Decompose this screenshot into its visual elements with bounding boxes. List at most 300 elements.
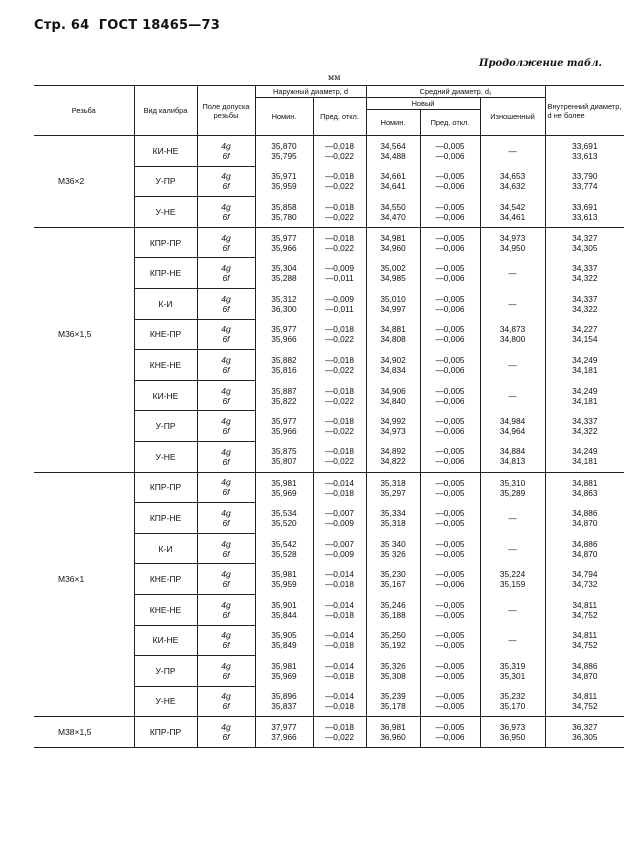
tolerance-cell-line: 4g (221, 232, 231, 243)
mid-deviation-cell (420, 686, 480, 717)
outer-nominal-cell (255, 717, 313, 748)
outer-deviation-cell-line: —0,018 (324, 446, 355, 457)
tolerance-cell-line: 6f (222, 303, 230, 314)
mid-nominal-cell-line: 34,902 (380, 354, 406, 365)
outer-deviation-cell-line: —0,007 (324, 538, 355, 549)
inner-diameter-cell-line: 34,181 (572, 395, 598, 406)
table-row (34, 441, 624, 472)
mid-nominal-cell-line: 34,973 (380, 426, 406, 437)
tolerance-cell-line: 6f (222, 640, 230, 651)
mid-deviation-cell-line: —0,006 (435, 395, 465, 406)
mid-deviation-cell-line: —0,006 (435, 456, 465, 467)
tolerance-cell-line: 4g (221, 385, 231, 396)
col-mid-nominal: Номин. (366, 110, 420, 136)
outer-nominal-cell-line: 35,981 (271, 569, 297, 580)
outer-deviation-cell-line: —0,018 (324, 141, 355, 152)
continuation-note: Продолжение табл. (479, 58, 602, 69)
mid-nominal-cell (366, 288, 420, 319)
outer-nominal-cell-line: 35,966 (271, 242, 297, 253)
gauge-type-cell: К-И (134, 533, 197, 564)
outer-nominal-cell-line: 35,882 (271, 354, 297, 365)
tolerance-cell-line: 4g (221, 263, 231, 274)
mid-nominal-cell-line: 34,985 (380, 273, 406, 284)
inner-diameter-cell-line: 36,327 (572, 722, 598, 733)
inner-diameter-cell-line: 34,870 (572, 517, 598, 528)
inner-diameter-cell (545, 136, 624, 167)
outer-deviation-cell-line: —0,018 (324, 232, 355, 243)
mid-deviation-cell (420, 166, 480, 197)
worn-cell (480, 533, 545, 564)
mid-deviation-cell-line: —0,005 (435, 141, 465, 152)
inner-diameter-cell-line: 34,249 (572, 354, 598, 365)
gauge-type-cell: КНЕ-НЕ (134, 594, 197, 625)
outer-nominal-cell-line: 35,896 (271, 691, 297, 702)
units-label: мм (328, 73, 341, 82)
worn-cell-line: — (508, 604, 517, 615)
inner-diameter-cell (545, 503, 624, 534)
outer-nominal-cell-line: 35,977 (271, 416, 297, 427)
mid-nominal-cell-line: 34,470 (380, 211, 406, 222)
inner-diameter-cell-line: 33,790 (572, 171, 598, 182)
outer-nominal-cell-line: 35,542 (271, 538, 297, 549)
mid-deviation-cell-line: —0,006 (435, 242, 465, 253)
inner-diameter-cell-line: 36,305 (572, 732, 598, 743)
inner-diameter-cell-line: 33,691 (572, 201, 598, 212)
tolerance-cell-line: 4g (221, 324, 231, 335)
worn-cell-line: 34,950 (499, 242, 526, 253)
outer-deviation-cell (313, 594, 366, 625)
tolerance-cell (197, 656, 255, 687)
table-body (34, 136, 624, 748)
inner-diameter-cell-line: 34,752 (572, 640, 598, 651)
mid-nominal-cell-line: 34,488 (380, 151, 406, 162)
outer-nominal-cell-line: 35,969 (271, 670, 297, 681)
mid-deviation-cell-line: —0,005 (435, 487, 465, 498)
mid-nominal-cell-line: 34,881 (380, 324, 406, 335)
outer-nominal-cell-line: 35,905 (271, 630, 297, 641)
thread-cell: М36×1,5 (34, 319, 134, 350)
gauge-type-cell: У-ПР (134, 656, 197, 687)
gauge-type-cell: КИ-НЕ (134, 625, 197, 656)
inner-diameter-cell-line: 34,181 (572, 364, 598, 375)
table-row (34, 411, 624, 442)
mid-deviation-cell-line: —0,006 (435, 151, 465, 162)
outer-deviation-cell-line: —0,018 (324, 701, 355, 712)
outer-nominal-cell-line: 35,858 (271, 201, 297, 212)
mid-deviation-cell-line: —0,006 (435, 364, 465, 375)
mid-deviation-cell-line: —0,006 (435, 334, 465, 345)
thread-cell: М38×1,5 (34, 717, 134, 748)
worn-cell (480, 564, 545, 595)
outer-nominal-cell (255, 472, 313, 503)
worn-cell (480, 472, 545, 503)
tolerance-cell (197, 533, 255, 564)
tolerance-cell-line: 6f (222, 517, 230, 528)
inner-diameter-cell-line: 34,752 (572, 701, 598, 712)
inner-diameter-cell (545, 533, 624, 564)
mid-nominal-cell-line: 35,318 (380, 517, 406, 528)
worn-cell (480, 441, 545, 472)
outer-deviation-cell (313, 380, 366, 411)
outer-deviation-cell-line: —0,014 (324, 569, 355, 580)
outer-deviation-cell-line: —0,009 (324, 263, 355, 274)
inner-diameter-cell-line: 34,886 (572, 538, 598, 549)
table-row (34, 533, 624, 564)
table-row (34, 380, 624, 411)
mid-nominal-cell (366, 656, 420, 687)
mid-nominal-cell-line: 35,188 (380, 609, 406, 620)
outer-nominal-cell (255, 166, 313, 197)
mid-nominal-cell-line: 35,250 (380, 630, 406, 641)
tolerance-cell-line: 6f (222, 426, 230, 437)
outer-deviation-cell-line: —0,018 (324, 416, 355, 427)
outer-nominal-cell-line: 35,966 (271, 334, 297, 345)
gauge-type-cell: КПР-ПР (134, 472, 197, 503)
mid-deviation-cell-line: —0,005 (435, 548, 465, 559)
outer-nominal-cell (255, 319, 313, 350)
outer-deviation-cell (313, 350, 366, 381)
worn-cell-line: — (508, 512, 517, 523)
worn-cell (480, 288, 545, 319)
outer-nominal-cell (255, 564, 313, 595)
table-row (34, 350, 624, 381)
inner-diameter-cell-line: 34,322 (572, 273, 598, 284)
tolerance-cell (197, 166, 255, 197)
mid-deviation-cell-line: —0,005 (435, 691, 465, 702)
outer-deviation-cell-line: —0,022 (324, 334, 355, 345)
inner-diameter-cell (545, 227, 624, 258)
outer-deviation-cell (313, 197, 366, 228)
mid-deviation-cell (420, 472, 480, 503)
mid-deviation-cell-line: —0,005 (435, 660, 465, 671)
thread-cell (34, 350, 134, 381)
outer-nominal-cell (255, 503, 313, 534)
tolerance-cell-line: 4g (221, 538, 231, 549)
mid-nominal-cell-line: 36,960 (380, 732, 406, 743)
outer-deviation-cell-line: —0,022 (324, 732, 355, 743)
outer-deviation-cell (313, 166, 366, 197)
mid-nominal-cell-line: 35,010 (380, 293, 406, 304)
thread-cell (34, 503, 134, 534)
mid-deviation-cell-line: —0,006 (435, 303, 465, 314)
mid-nominal-cell-line: 34,641 (380, 181, 406, 192)
mid-nominal-cell-line: 36,981 (380, 722, 406, 733)
gauge-type-cell: У-НЕ (134, 197, 197, 228)
inner-diameter-cell (545, 625, 624, 656)
inner-diameter-cell-line: 34,881 (572, 477, 598, 488)
tolerance-cell (197, 288, 255, 319)
worn-cell-line: 34,984 (499, 416, 526, 427)
mid-deviation-cell (420, 564, 480, 595)
inner-diameter-cell-line: 34,732 (572, 579, 598, 590)
outer-nominal-cell-line: 35,875 (271, 446, 297, 457)
tolerance-cell-line: 4g (221, 722, 231, 733)
mid-deviation-cell-line: —0,005 (435, 670, 465, 681)
outer-nominal-cell-line: 35,901 (271, 599, 297, 610)
tolerance-cell-line: 6f (222, 150, 230, 161)
outer-nominal-cell (255, 227, 313, 258)
inner-diameter-cell (545, 441, 624, 472)
outer-deviation-cell (313, 503, 366, 534)
outer-nominal-cell-line: 35,959 (271, 579, 297, 590)
outer-deviation-cell (313, 472, 366, 503)
tolerance-cell (197, 594, 255, 625)
worn-cell (480, 686, 545, 717)
outer-deviation-cell (313, 136, 366, 167)
inner-diameter-cell (545, 350, 624, 381)
worn-cell-line: 34,873 (499, 324, 526, 335)
col-inner-diameter: Внутренний диаметр, d не более (545, 86, 624, 136)
inner-diameter-cell-line: 34,227 (572, 324, 598, 335)
outer-nominal-cell-line: 35,966 (271, 426, 297, 437)
mid-nominal-cell (366, 686, 420, 717)
mid-nominal-cell-line: 35 340 (380, 538, 406, 549)
mid-deviation-cell (420, 625, 480, 656)
tolerance-cell-line: 6f (222, 732, 230, 743)
tolerance-cell-line: 4g (221, 630, 231, 641)
mid-nominal-cell (366, 380, 420, 411)
mid-nominal-cell-line: 35,308 (380, 670, 406, 681)
tolerance-cell (197, 686, 255, 717)
worn-cell (480, 350, 545, 381)
thread-cell (34, 258, 134, 289)
worn-cell-line: 35,170 (499, 701, 526, 712)
outer-deviation-cell (313, 441, 366, 472)
outer-deviation-cell-line: —0,018 (324, 171, 355, 182)
outer-nominal-cell-line: 35,795 (271, 151, 297, 162)
tolerance-cell-line: 6f (222, 487, 230, 498)
table-row (34, 319, 624, 350)
outer-deviation-cell-line: —0,018 (324, 324, 355, 335)
mid-deviation-cell-line: —0,005 (435, 385, 465, 396)
outer-deviation-cell (313, 625, 366, 656)
mid-deviation-cell-line: —0,006 (435, 426, 465, 437)
outer-deviation-cell (313, 288, 366, 319)
col-outer-diameter: Наружный диаметр, d (255, 86, 366, 98)
mid-deviation-cell-line: —0,005 (435, 201, 465, 212)
outer-deviation-cell (313, 564, 366, 595)
mid-nominal-cell-line: 35,239 (380, 691, 406, 702)
worn-cell-line: 34,964 (499, 426, 526, 437)
mid-nominal-cell (366, 166, 420, 197)
inner-diameter-cell-line: 34,794 (572, 569, 598, 580)
thread-cell (34, 594, 134, 625)
outer-deviation-cell-line: —0,022 (324, 364, 355, 375)
inner-diameter-cell-line: 34,327 (572, 232, 598, 243)
table-row (34, 166, 624, 197)
worn-cell-line: 34,461 (499, 211, 526, 222)
mid-deviation-cell-line: —0,006 (435, 732, 465, 743)
tolerance-cell-line: 6f (222, 242, 230, 253)
mid-nominal-cell-line: 34,906 (380, 385, 406, 396)
worn-cell (480, 258, 545, 289)
worn-cell (480, 411, 545, 442)
outer-deviation-cell-line: —0,022 (324, 211, 355, 222)
worn-cell (480, 136, 545, 167)
mid-deviation-cell-line: —0,006 (435, 273, 465, 284)
mid-deviation-cell-line: —0,005 (435, 293, 465, 304)
outer-nominal-cell-line: 35,822 (271, 395, 297, 406)
mid-deviation-cell-line: —0,005 (435, 517, 465, 528)
inner-diameter-cell-line: 34,154 (572, 334, 598, 345)
mid-nominal-cell (366, 258, 420, 289)
tolerance-cell-line: 6f (222, 364, 230, 375)
gauge-type-cell: КНЕ-НЕ (134, 350, 197, 381)
outer-nominal-cell-line: 35,312 (271, 293, 297, 304)
gauge-type-cell: КИ-НЕ (134, 136, 197, 167)
worn-cell (480, 656, 545, 687)
worn-cell-line: — (508, 298, 517, 309)
thread-cell (34, 625, 134, 656)
inner-diameter-cell-line: 34,811 (572, 599, 598, 610)
tolerance-cell-line: 4g (221, 140, 231, 151)
worn-cell-line: — (508, 146, 517, 157)
mid-deviation-cell-line: —0,005 (435, 599, 465, 610)
mid-nominal-cell-line: 35,297 (380, 487, 406, 498)
worn-cell-line: — (508, 359, 517, 370)
outer-deviation-cell-line: —0,009 (324, 293, 355, 304)
tolerance-cell (197, 380, 255, 411)
inner-diameter-cell-line: 34,886 (572, 660, 598, 671)
mid-nominal-cell-line: 34,840 (380, 395, 406, 406)
worn-cell-line: — (508, 543, 517, 554)
outer-nominal-cell (255, 656, 313, 687)
outer-deviation-cell-line: —0,022 (324, 395, 355, 406)
outer-deviation-cell-line: —0,014 (324, 660, 355, 671)
inner-diameter-cell (545, 319, 624, 350)
mid-nominal-cell-line: 34,834 (380, 364, 406, 375)
outer-deviation-cell-line: —0,007 (324, 507, 355, 518)
outer-nominal-cell (255, 258, 313, 289)
worn-cell-line: 36,950 (499, 732, 526, 743)
outer-nominal-cell (255, 197, 313, 228)
mid-deviation-cell (420, 197, 480, 228)
worn-cell-line: 34,542 (499, 201, 526, 212)
mid-nominal-cell-line: 34,808 (380, 334, 406, 345)
tolerance-cell-line: 4g (221, 354, 231, 365)
outer-nominal-cell (255, 625, 313, 656)
inner-diameter-cell (545, 717, 624, 748)
col-tolerance: Поле допуска резьбы (197, 86, 255, 136)
tolerance-cell (197, 503, 255, 534)
outer-deviation-cell-line: —0,018 (324, 670, 355, 681)
table-row (34, 197, 624, 228)
mid-deviation-cell-line: —0,005 (435, 324, 465, 335)
tolerance-cell-line: 6f (222, 456, 230, 467)
thread-cell (34, 197, 134, 228)
tolerance-cell (197, 258, 255, 289)
gauge-type-cell: КНЕ-ПР (134, 564, 197, 595)
worn-cell-line: 35,301 (499, 670, 526, 681)
inner-diameter-cell (545, 564, 624, 595)
outer-deviation-cell-line: —0,018 (324, 201, 355, 212)
thread-cell: М36×1 (34, 564, 134, 595)
outer-deviation-cell-line: —0,011 (325, 273, 354, 284)
mid-deviation-cell-line: —0,005 (435, 640, 465, 651)
worn-cell-line: — (508, 268, 517, 279)
tolerance-cell-line: 4g (221, 660, 231, 671)
outer-nominal-cell-line: 35,844 (271, 609, 297, 620)
tolerance-cell (197, 625, 255, 656)
outer-nominal-cell-line: 35,780 (271, 211, 297, 222)
outer-deviation-cell-line: —0,018 (324, 640, 355, 651)
mid-deviation-cell (420, 411, 480, 442)
worn-cell (480, 319, 545, 350)
outer-nominal-cell-line: 35,304 (271, 263, 297, 274)
outer-deviation-cell-line: —0,014 (324, 691, 355, 702)
inner-diameter-cell-line: 34,337 (572, 263, 598, 274)
mid-nominal-cell-line: 35 326 (380, 548, 406, 559)
tolerance-cell (197, 350, 255, 381)
outer-deviation-cell-line: —0,022 (324, 181, 355, 192)
outer-deviation-cell-line: —0,018 (324, 579, 355, 590)
outer-deviation-cell-line: —0,018 (324, 722, 355, 733)
mid-nominal-cell (366, 594, 420, 625)
tolerance-cell-line: 6f (222, 181, 230, 192)
outer-deviation-cell (313, 533, 366, 564)
thread-cell (34, 136, 134, 167)
tolerance-cell-line: 6f (222, 609, 230, 620)
mid-nominal-cell-line: 34,564 (380, 141, 406, 152)
mid-nominal-cell (366, 625, 420, 656)
tolerance-cell-line: 4g (221, 171, 231, 182)
worn-cell (480, 380, 545, 411)
outer-nominal-cell-line: 37,966 (271, 732, 297, 743)
mid-deviation-cell (420, 319, 480, 350)
mid-deviation-cell-line: —0,005 (435, 446, 465, 457)
table-row (34, 717, 624, 748)
mid-deviation-cell-line: —0,006 (435, 181, 465, 192)
outer-deviation-cell-line: —0,014 (324, 630, 355, 641)
worn-cell-line: 34,973 (499, 232, 526, 243)
worn-cell-line: 35,289 (499, 487, 526, 498)
outer-nominal-cell-line: 35,288 (271, 273, 297, 284)
outer-nominal-cell-line: 35,887 (271, 385, 297, 396)
outer-deviation-cell-line: —0,011 (325, 303, 354, 314)
page-number: Стр. 64 (34, 18, 90, 33)
table-row (34, 227, 624, 258)
tolerance-cell-line: 4g (221, 416, 231, 427)
mid-nominal-cell-line: 35,334 (380, 507, 406, 518)
mid-nominal-cell-line: 35,246 (380, 599, 406, 610)
inner-diameter-cell (545, 197, 624, 228)
inner-diameter-cell-line: 34,337 (572, 293, 598, 304)
mid-deviation-cell (420, 441, 480, 472)
mid-deviation-cell-line: —0,005 (435, 722, 465, 733)
outer-nominal-cell-line: 35,981 (271, 660, 297, 671)
outer-nominal-cell (255, 533, 313, 564)
tolerance-cell-line: 6f (222, 701, 230, 712)
mid-deviation-cell-line: —0,005 (435, 263, 465, 274)
outer-nominal-cell-line: 35,959 (271, 181, 297, 192)
inner-diameter-cell (545, 594, 624, 625)
outer-deviation-cell-line: —0,022 (324, 426, 355, 437)
tolerance-cell-line: 4g (221, 201, 231, 212)
inner-diameter-cell (545, 380, 624, 411)
inner-diameter-cell-line: 34,870 (572, 670, 598, 681)
outer-deviation-cell-line: —0,018 (324, 609, 355, 620)
thread-cell (34, 686, 134, 717)
outer-deviation-cell (313, 319, 366, 350)
outer-nominal-cell-line: 35,870 (271, 141, 297, 152)
outer-nominal-cell (255, 350, 313, 381)
worn-cell (480, 227, 545, 258)
worn-cell-line: 35,159 (499, 579, 526, 590)
mid-deviation-cell (420, 350, 480, 381)
mid-nominal-cell-line: 35,178 (380, 701, 406, 712)
thread-cell (34, 533, 134, 564)
worn-cell (480, 717, 545, 748)
